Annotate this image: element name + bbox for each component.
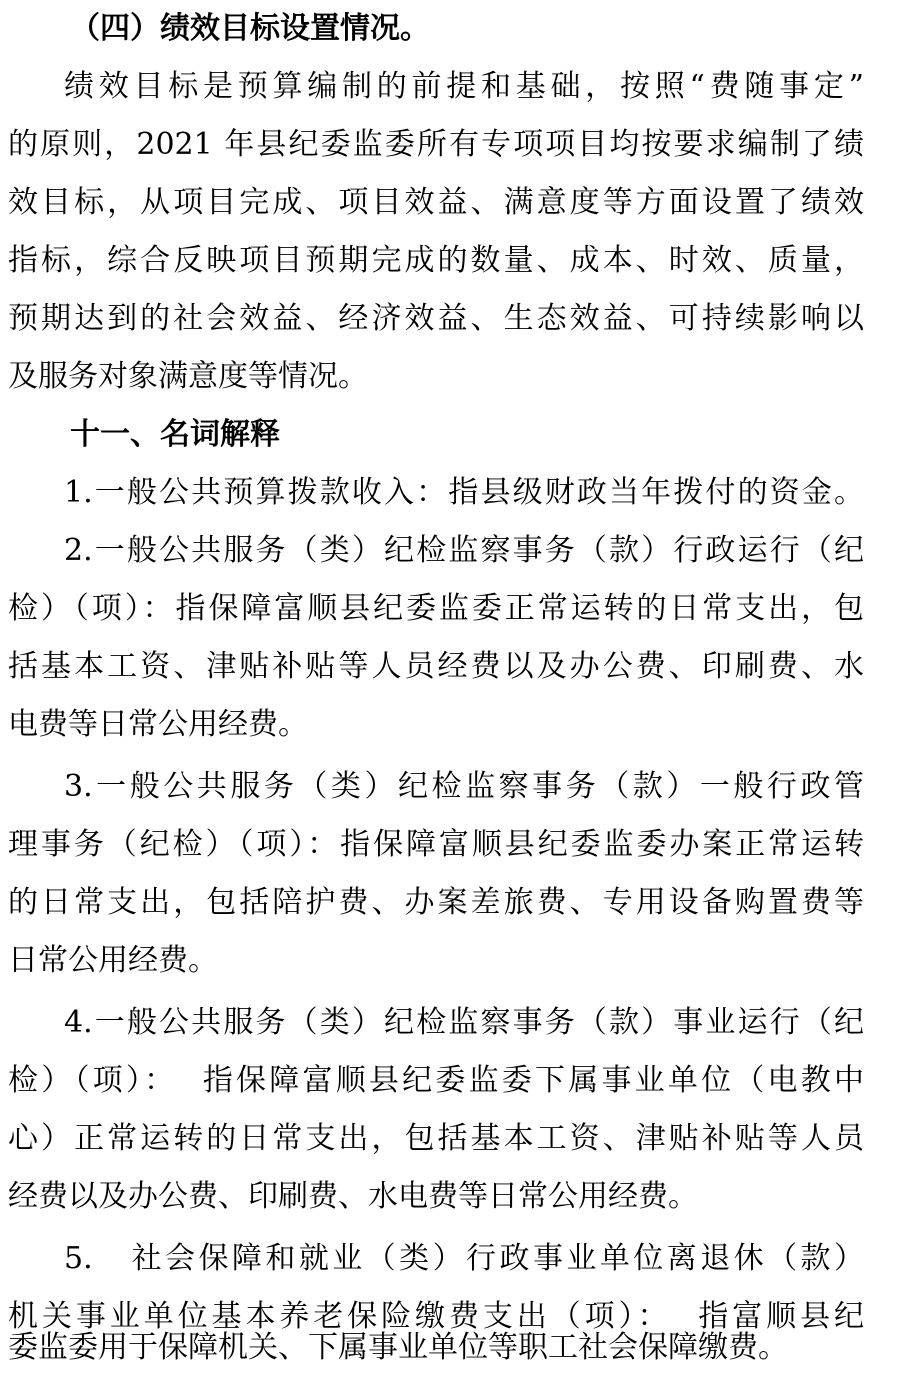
- glossary-item-5-line: 5. 社会保障和就业（类）行政事业单位离退休（款）: [64, 1241, 864, 1276]
- section-heading-glossary: 十一、名词解释: [70, 417, 280, 452]
- paragraph-line: 效目标，从项目完成、项目效益、满意度等方面设置了绩效: [8, 185, 864, 220]
- glossary-item-3-line: 的日常支出，包括陪护费、办案差旅费、专用设备购置费等: [8, 885, 864, 920]
- glossary-item-2-line: 括基本工资、津贴补贴等人员经费以及办公费、印刷费、水: [8, 649, 864, 684]
- paragraph-line: 绩效目标是预算编制的前提和基础，按照“费随事定”: [64, 69, 864, 104]
- glossary-item-4-line: 经费以及办公费、印刷费、水电费等日常公用经费。: [8, 1179, 698, 1214]
- glossary-item-1: 1.一般公共预算拨款收入：指县级财政当年拨付的资金。: [64, 475, 864, 510]
- paragraph-line: 预期达到的社会效益、经济效益、生态效益、可持续影响以: [8, 301, 864, 336]
- glossary-item-5-line: 机关事业单位基本养老保险缴费支出（项）： 指富顺县纪: [8, 1299, 864, 1334]
- glossary-item-4-line: 4.一般公共服务（类）纪检监察事务（款）事业运行（纪: [64, 1005, 864, 1040]
- paragraph-line: 指标，综合反映项目预期完成的数量、成本、时效、质量，: [8, 243, 864, 278]
- glossary-item-2-line: 2.一般公共服务（类）纪检监察事务（款）行政运行（纪: [64, 533, 864, 568]
- glossary-item-4-line: 检）（项）： 指保障富顺县纪委监委下属事业单位（电教中: [8, 1063, 864, 1098]
- glossary-item-5-line: 委监委用于保障机关、下属事业单位等职工社会保障缴费。: [8, 1330, 788, 1365]
- glossary-item-2-line: 检）（项）：指保障富顺县纪委监委正常运转的日常支出，包: [8, 591, 864, 626]
- glossary-item-3-line: 3.一般公共服务（类）纪检监察事务（款）一般行政管: [64, 769, 864, 804]
- section-heading-performance-goals: （四）绩效目标设置情况。: [70, 11, 430, 46]
- glossary-item-4-line: 心）正常运转的日常支出，包括基本工资、津贴补贴等人员: [8, 1121, 864, 1156]
- paragraph-line: 的原则，2021 年县纪委监委所有专项项目均按要求编制了绩: [8, 127, 864, 162]
- paragraph-line: 及服务对象满意度等情况。: [8, 359, 368, 394]
- glossary-item-2-line: 电费等日常公用经费。: [8, 707, 308, 742]
- glossary-item-3-line: 日常公用经费。: [8, 943, 218, 978]
- glossary-item-3-line: 理事务（纪检）（项）：指保障富顺县纪委监委办案正常运转: [8, 827, 864, 862]
